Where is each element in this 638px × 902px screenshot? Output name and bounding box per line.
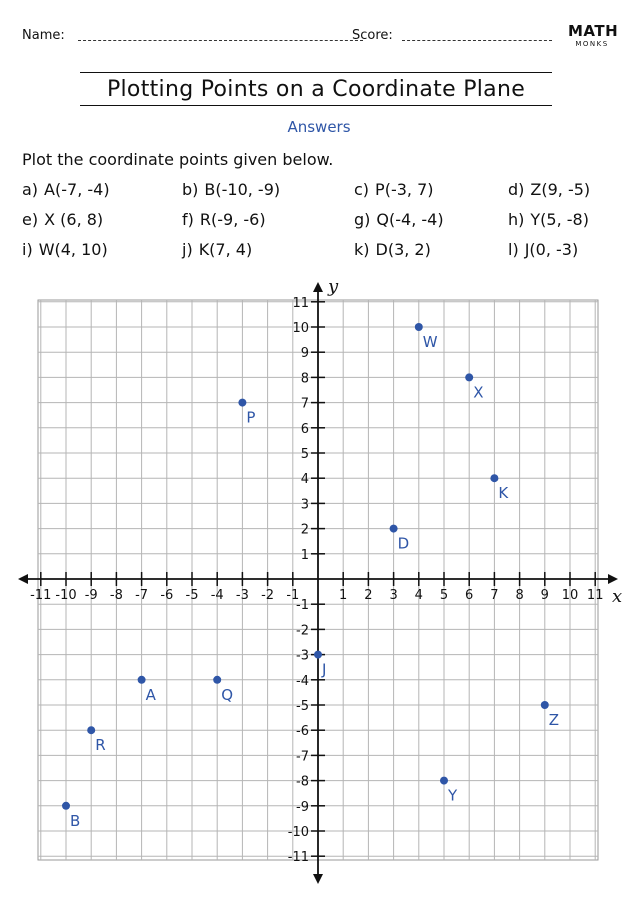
x-tick-label: 1 xyxy=(339,588,348,603)
logo-bottom-text: MONKS xyxy=(575,40,609,48)
problem-letter: b) xyxy=(182,180,199,199)
problem-row xyxy=(22,240,622,270)
problem-item xyxy=(508,180,590,199)
problem-letter: f) xyxy=(182,210,194,229)
page-title: Plotting Points on a Coordinate Plane xyxy=(106,76,526,102)
y-tick-label: 8 xyxy=(300,371,309,387)
point-y xyxy=(440,777,448,785)
point-label-x: X xyxy=(473,383,484,402)
y-tick-label: 2 xyxy=(300,522,309,538)
problem-text: Z(9, -5) xyxy=(530,180,591,199)
x-tick-label: 5 xyxy=(439,588,449,603)
point-label-y: Y xyxy=(448,786,458,805)
x-tick-label: -5 xyxy=(185,588,199,603)
point-label-q: Q xyxy=(221,685,234,704)
x-tick-label: -3 xyxy=(235,588,249,603)
problem-item xyxy=(508,210,589,229)
x-tick-label: 2 xyxy=(364,588,373,603)
point-label-w: W xyxy=(422,333,438,351)
problem-item xyxy=(182,210,266,229)
y-tick-label: 1 xyxy=(300,547,309,563)
x-tick-label: 11 xyxy=(586,588,604,603)
y-tick-label: 11 xyxy=(292,295,309,311)
y-tick-label: -10 xyxy=(287,825,309,840)
problem-text: R(-9, -6) xyxy=(199,210,266,229)
y-tick-label: 4 xyxy=(300,472,309,488)
y-tick-label: 9 xyxy=(300,346,309,362)
instructions: Plot the coordinate points given below. xyxy=(22,150,334,169)
x-tick-label: 10 xyxy=(561,588,579,603)
y-tick-label: 10 xyxy=(292,321,309,336)
problem-row xyxy=(22,180,622,210)
problem-text: K(7, 4) xyxy=(198,240,253,259)
problem-letter: l) xyxy=(508,240,519,259)
x-tick-label: -8 xyxy=(109,588,123,603)
y-tick-label: 6 xyxy=(300,421,309,437)
problem-letter: g) xyxy=(354,210,371,229)
point-label-k: K xyxy=(498,484,509,503)
point-q xyxy=(213,676,221,684)
x-tick-label: -9 xyxy=(84,588,98,603)
problem-item xyxy=(22,180,110,199)
x-tick-label: 4 xyxy=(414,588,423,603)
point-k xyxy=(490,474,498,482)
answers-subtitle: Answers xyxy=(287,118,351,136)
problem-text: X (6, 8) xyxy=(44,210,104,229)
point-label-b: B xyxy=(70,811,81,830)
x-axis-label: x xyxy=(612,586,623,607)
y-tick-label: -4 xyxy=(296,673,309,689)
problem-text: P(-3, 7) xyxy=(375,180,434,199)
y-tick-label: -1 xyxy=(296,598,309,614)
problem-item xyxy=(354,210,444,229)
point-p xyxy=(238,399,246,407)
title-box xyxy=(80,72,552,106)
y-axis-arrow-up xyxy=(313,282,323,292)
problem-item xyxy=(354,240,431,259)
worksheet-header xyxy=(22,22,619,50)
problem-letter: d) xyxy=(508,180,525,199)
y-tick-label: -8 xyxy=(296,774,309,790)
point-label-j: J xyxy=(322,660,327,679)
problem-letter: e) xyxy=(22,210,39,229)
coordinate-plane xyxy=(0,272,638,892)
math-monks-logo xyxy=(568,22,619,48)
problem-text: B(-10, -9) xyxy=(204,180,281,199)
x-tick-label: -1 xyxy=(286,588,300,603)
x-tick-label: -2 xyxy=(261,588,275,603)
y-tick-label: 3 xyxy=(300,497,309,513)
y-axis-label: y xyxy=(328,276,339,297)
x-tick-label: 8 xyxy=(515,588,524,603)
score-label: Score: xyxy=(352,28,393,43)
point-d xyxy=(390,525,398,533)
x-tick-label: 3 xyxy=(389,588,398,603)
y-tick-label: -9 xyxy=(296,799,309,815)
problem-list xyxy=(22,180,622,270)
x-tick-label: 9 xyxy=(540,588,549,603)
problem-row xyxy=(22,210,622,240)
problem-item xyxy=(354,180,433,199)
y-tick-label: -6 xyxy=(296,724,309,740)
point-label-z: Z xyxy=(548,711,560,729)
y-axis-arrow-down xyxy=(313,874,323,884)
problem-letter: k) xyxy=(354,240,370,259)
problem-item xyxy=(22,210,103,229)
problem-text: A(-7, -4) xyxy=(44,180,110,199)
problem-letter: c) xyxy=(354,180,370,199)
point-label-p: P xyxy=(246,408,256,427)
problem-item xyxy=(182,180,280,199)
x-tick-label: -10 xyxy=(55,588,77,603)
point-label-d: D xyxy=(397,534,410,553)
y-tick-label: -2 xyxy=(296,623,309,639)
problem-item xyxy=(22,240,108,259)
x-axis-arrow-right xyxy=(608,574,618,584)
name-field-line[interactable] xyxy=(78,40,363,41)
y-tick-label: -7 xyxy=(296,749,309,765)
problem-text: D(3, 2) xyxy=(375,240,431,259)
x-tick-label: 6 xyxy=(465,588,474,603)
point-label-r: R xyxy=(95,736,106,755)
problem-text: Q(-4, -4) xyxy=(376,210,444,229)
problem-text: Y(5, -8) xyxy=(530,210,589,229)
point-w xyxy=(415,323,423,331)
problem-letter: j) xyxy=(182,240,193,259)
point-j xyxy=(314,651,322,659)
y-tick-label: 5 xyxy=(300,447,309,462)
point-x xyxy=(465,373,473,381)
x-tick-label: 7 xyxy=(490,588,499,603)
x-tick-label: -4 xyxy=(210,588,224,603)
y-tick-label: 7 xyxy=(300,396,309,412)
problem-letter: i) xyxy=(22,240,33,259)
x-tick-label: -11 xyxy=(30,588,52,603)
x-tick-label: -6 xyxy=(160,588,174,603)
y-tick-label: -5 xyxy=(296,699,309,714)
point-r xyxy=(87,726,95,734)
point-z xyxy=(541,701,549,709)
point-a xyxy=(138,676,146,684)
problem-item xyxy=(508,240,578,259)
x-axis-arrow-left xyxy=(18,574,28,584)
problem-letter: h) xyxy=(508,210,525,229)
x-tick-label: -7 xyxy=(135,588,149,603)
score-field-line[interactable] xyxy=(402,40,552,41)
problem-text: J(0, -3) xyxy=(524,240,579,259)
point-b xyxy=(62,802,70,810)
y-tick-label: -3 xyxy=(296,648,309,664)
logo-top-text: MATH xyxy=(568,22,619,40)
problem-item xyxy=(182,240,252,259)
problem-text: W(4, 10) xyxy=(38,240,108,259)
name-label: Name: xyxy=(22,28,65,43)
y-tick-label: -11 xyxy=(287,850,309,866)
problem-letter: a) xyxy=(22,180,39,199)
point-label-a: A xyxy=(145,685,156,704)
